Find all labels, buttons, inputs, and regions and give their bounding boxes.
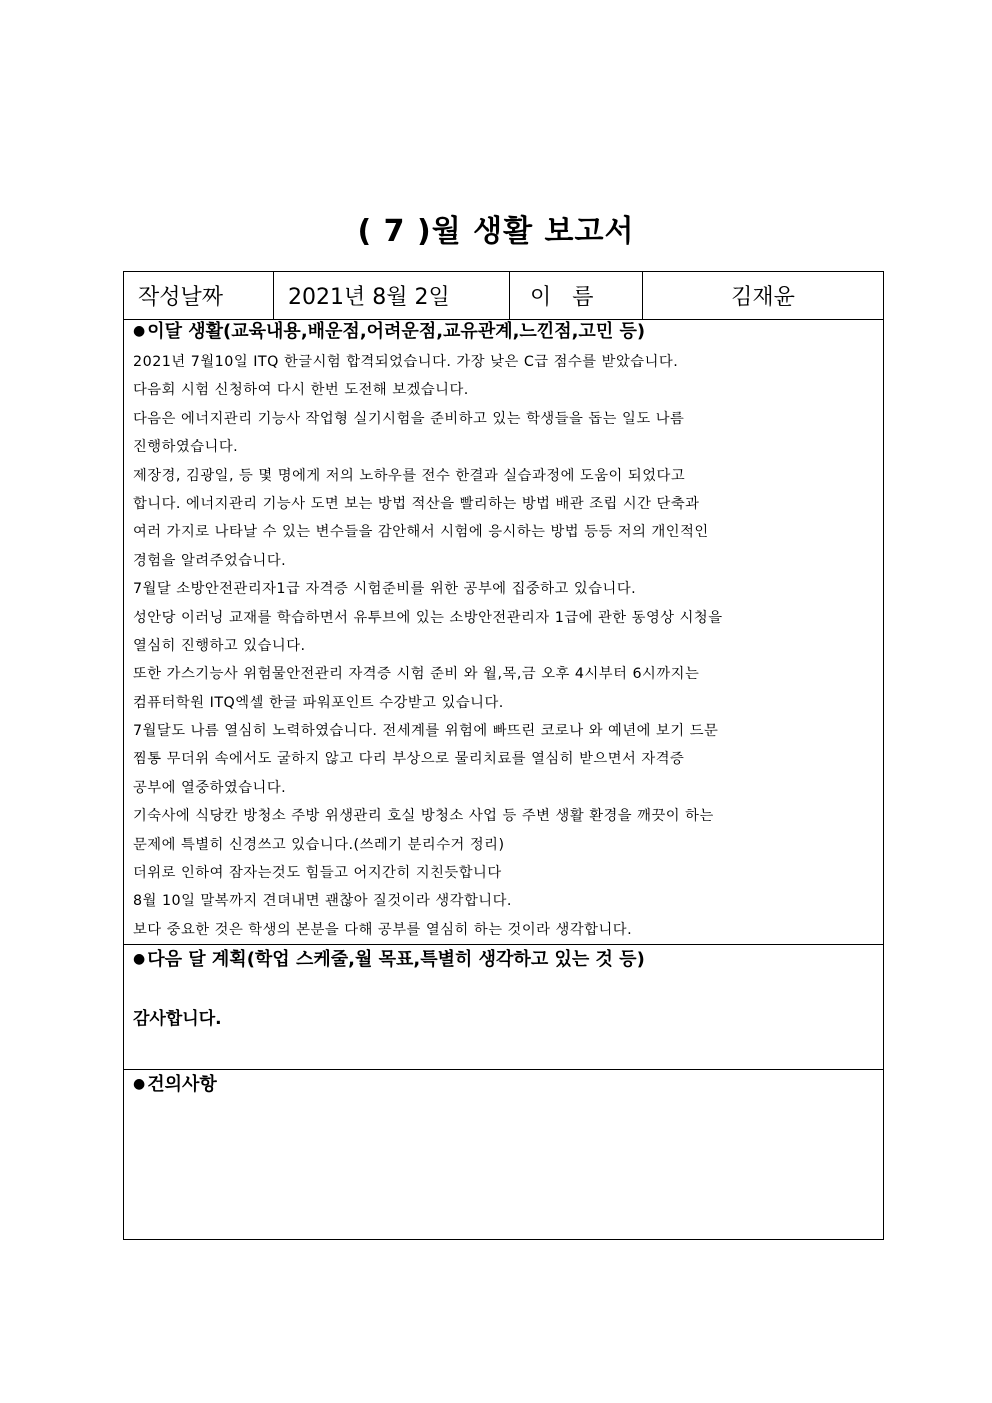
this-month-body bbox=[124, 348, 883, 944]
body-line: 다음회 시험 신청하여 다시 한번 도전해 보겠습니다. bbox=[133, 382, 469, 399]
bullet-icon: ● bbox=[133, 951, 146, 967]
body-line: 컴퓨터학원 ITQ엑셀 한글 파워포인트 수강받고 있습니다. bbox=[133, 694, 504, 711]
body-line: 합니다. 에너지관리 기능사 도면 보는 방법 적산을 빨리하는 방법 배관 조립 시간 단축과 bbox=[133, 495, 700, 512]
next-month-text: 감사합니다. bbox=[133, 1009, 222, 1029]
body-line: 여러 가지로 나타날 수 있는 변수들을 감안해서 시험에 응시하는 방법 등등 저의 개인적인 bbox=[133, 524, 709, 541]
suggestions-heading bbox=[124, 1072, 883, 1097]
name-value: 김재윤 bbox=[731, 285, 795, 310]
body-line: 8월 10일 말복까지 견뎌내면 괜찮아 질것이라 생각합니다. bbox=[133, 893, 512, 910]
body-line: 성안당 이러닝 교재를 학습하면서 유투브에 있는 소방안전관리자 1급에 관한 동영상 시청을 bbox=[133, 609, 723, 626]
header-row bbox=[124, 272, 883, 320]
name-label bbox=[510, 272, 643, 319]
this-month-section bbox=[124, 320, 883, 945]
next-month-heading bbox=[124, 947, 883, 972]
name-label-text: 이 름 bbox=[530, 285, 594, 310]
bullet-icon: ● bbox=[133, 1076, 146, 1092]
body-line: 진행하였습니다. bbox=[133, 439, 239, 456]
next-month-heading-text: 다음 달 계획(학업 스케줄,월 목표,특별히 생각하고 있는 것 등) bbox=[147, 949, 645, 970]
body-line: 제장경, 김광일, 등 몇 명에게 저의 노하우를 전수 한결과 실습과정에 도움이 되었다고 bbox=[133, 467, 686, 484]
this-month-heading bbox=[124, 319, 883, 344]
body-line: 다음은 에너지관리 기능사 작업형 실기시험을 준비하고 있는 학생들을 돕는 일도 나름 bbox=[133, 410, 685, 427]
body-line: 찜통 무더위 속에서도 굴하지 않고 다리 부상으로 물리치료를 열심히 받으면서 자격증 bbox=[133, 751, 685, 768]
body-line: 보다 중요한 것은 학생의 본분을 다해 공부를 열심히 하는 것이라 생각합니다. bbox=[133, 921, 633, 938]
body-line: 7월달 소방안전관리자1급 자격증 시험준비를 위한 공부에 집중하고 있습니다. bbox=[133, 581, 637, 598]
body-line: 공부에 열중하였습니다. bbox=[133, 779, 287, 796]
body-line: 열심히 진행하고 있습니다. bbox=[133, 637, 306, 654]
body-line: 7월달도 나름 열심히 노력하였습니다. 전세계를 위험에 빠뜨린 코로나 와 예년에 보기 드문 bbox=[133, 723, 719, 740]
page-title: ( 7 )월 생활 보고서 bbox=[357, 214, 635, 249]
this-month-heading-text: 이달 생활(교육내용,배운점,어려운점,교유관계,느낀점,고민 등) bbox=[147, 321, 646, 342]
date-label: 작성날짜 bbox=[124, 272, 274, 319]
date-value: 2021년 8월 2일 bbox=[274, 272, 510, 319]
suggestions-heading-text: 건의사항 bbox=[147, 1074, 217, 1095]
body-line: 또한 가스기능사 위험물안전관리 자격증 시험 준비 와 월,목,금 오후 4시부터 6시까지는 bbox=[133, 666, 700, 683]
body-line: 2021년 7월10일 ITQ 한글시험 합격되었습니다. 가장 낮은 C급 점수를 받았습니다. bbox=[133, 354, 679, 370]
next-month-section bbox=[124, 946, 883, 1070]
body-line: 경험을 알려주었습니다. bbox=[133, 552, 287, 569]
bullet-icon: ● bbox=[133, 323, 146, 339]
report-table bbox=[123, 271, 884, 1240]
body-line: 기숙사에 식당칸 방청소 주방 위생관리 호실 방청소 사업 등 주변 생활 환경을 깨끗이 하는 bbox=[133, 808, 714, 825]
body-line: 문제에 특별히 신경쓰고 있습니다.(쓰레기 분리수거 정리) bbox=[133, 836, 505, 853]
suggestions-section bbox=[124, 1071, 883, 1239]
body-line: 더위로 인하여 잠자는것도 힘들고 어지간히 지친듯합니다 bbox=[133, 865, 502, 882]
